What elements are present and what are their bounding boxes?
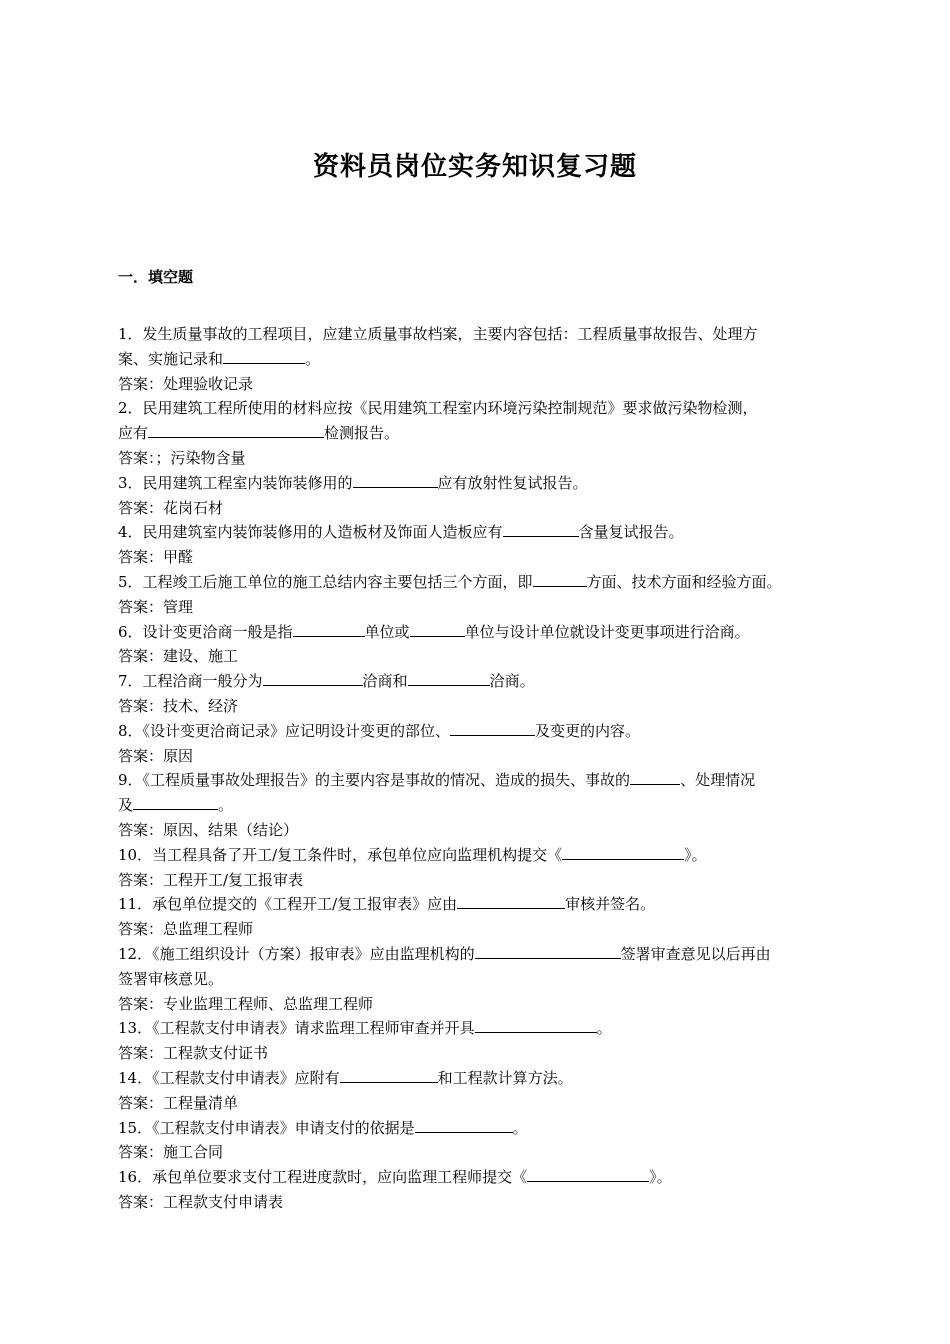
- text-segment: 6．设计变更洽商一般是指: [118, 622, 293, 641]
- text-segment: 。: [305, 349, 321, 368]
- section-heading: 一．填空题: [118, 268, 194, 286]
- question-line: [118, 421, 842, 446]
- question-line: [118, 843, 842, 868]
- text-segment: 答案：工程款支付证书: [118, 1044, 269, 1063]
- text-segment: 含量复试报告。: [578, 523, 684, 542]
- fill-blank: [562, 844, 684, 860]
- question-line: [118, 669, 842, 694]
- text-segment: 。: [596, 1019, 612, 1038]
- text-segment: 答案：建设、施工: [118, 647, 239, 666]
- text-segment: 答案：管理: [118, 597, 194, 616]
- fill-blank: [293, 621, 365, 637]
- question-line: [118, 322, 842, 347]
- question-line: [118, 942, 842, 967]
- text-segment: 答案：原因: [118, 746, 194, 765]
- text-segment: 14．《工程款支付申请表》应附有: [118, 1068, 340, 1087]
- fill-blank: [503, 521, 579, 537]
- text-segment: 应有: [118, 424, 149, 443]
- question-line: [118, 1066, 842, 1091]
- text-segment: 应有放射性复试报告。: [437, 473, 588, 492]
- text-segment: 答案：工程量清单: [118, 1093, 239, 1112]
- text-segment: 11．承包单位提交的《工程开工/复工报审表》应由: [118, 895, 458, 914]
- text-segment: 方面、技术方面和经验方面。: [586, 572, 782, 591]
- text-segment: 9．《工程质量事故处理报告》的主要内容是事故的情况、造成的损失、事故的: [118, 771, 631, 790]
- fill-blank: [148, 422, 324, 438]
- text-segment: 3．民用建筑工程室内装饰装修用的: [118, 473, 353, 492]
- fill-blank: [408, 670, 490, 686]
- text-segment: 单位或: [364, 622, 410, 641]
- text-segment: 答案：工程款支付申请表: [118, 1192, 284, 1211]
- question-line: [118, 1016, 842, 1041]
- fill-blank: [133, 794, 218, 810]
- text-segment: 7．工程洽商一般分为: [118, 672, 263, 691]
- text-segment: 检测报告。: [324, 424, 400, 443]
- question-line: [118, 620, 842, 645]
- question-line: [118, 768, 842, 793]
- text-segment: 1．发生质量事故的工程项目，应建立质量事故档案，主要内容包括：工程质量事故报告、处理方: [118, 325, 758, 343]
- fill-blank: [533, 571, 587, 587]
- text-segment: 15．《工程款支付申请表》申请支付的依据是: [118, 1118, 415, 1137]
- answer-line: [118, 1140, 842, 1165]
- fill-blank: [475, 943, 621, 959]
- answer-line: [118, 1091, 842, 1116]
- question-line: [118, 793, 842, 818]
- answer-line: [118, 545, 842, 570]
- answer-line: [118, 744, 842, 769]
- text-segment: 答案：处理验收记录: [118, 374, 254, 393]
- fill-blank: [457, 893, 565, 909]
- text-segment: 答案：花岗石材: [118, 498, 224, 517]
- text-segment: 洽商。: [489, 672, 535, 691]
- question-line: [118, 892, 842, 917]
- question-line: [118, 1116, 842, 1141]
- question-line: [118, 719, 842, 744]
- text-segment: 案、实施记录和: [118, 349, 224, 368]
- text-segment: 单位与设计单位就设计变更事项进行洽商。: [464, 622, 750, 641]
- question-line: [118, 471, 842, 496]
- question-line: [118, 396, 842, 421]
- text-segment: 答案：专业监理工程师、总监理工程师: [118, 994, 374, 1013]
- fill-blank: [353, 472, 438, 488]
- fill-blank: [223, 348, 305, 364]
- text-segment: 。: [512, 1118, 528, 1137]
- fill-blank: [415, 1117, 513, 1133]
- text-segment: 16．承包单位要求支付工程进度款时，应向监理工程师提交《: [118, 1168, 528, 1187]
- answer-line: [118, 992, 842, 1017]
- fill-blank: [263, 670, 363, 686]
- text-segment: 审核并签名。: [565, 895, 656, 914]
- question-list: [118, 322, 842, 1215]
- text-segment: 和工程款计算方法。: [437, 1068, 573, 1087]
- text-segment: 12．《施工组织设计（方案）报审表》应由监理机构的: [118, 944, 475, 963]
- answer-line: [118, 644, 842, 669]
- document-title: 资料员岗位实务知识复习题: [312, 152, 637, 182]
- question-line: [118, 347, 842, 372]
- answer-line: [118, 868, 842, 893]
- text-segment: 答案：工程开工/复工报审表: [118, 870, 304, 889]
- text-segment: 及: [118, 796, 134, 815]
- text-segment: 答案：；污染物含量: [118, 448, 246, 467]
- text-segment: 》。: [649, 1168, 672, 1187]
- answer-line: [118, 446, 842, 471]
- question-line: [118, 520, 842, 545]
- text-segment: 。: [218, 796, 234, 815]
- fill-blank: [527, 1166, 649, 1182]
- text-segment: 答案：总监理工程师: [118, 920, 254, 939]
- answer-line: [118, 1190, 842, 1215]
- text-segment: 洽商和: [362, 672, 408, 691]
- fill-blank: [450, 720, 535, 736]
- question-line: [118, 570, 842, 595]
- fill-blank: [340, 1067, 438, 1083]
- answer-line: [118, 917, 842, 942]
- text-segment: 5．工程竣工后施工单位的施工总结内容主要包括三个方面，即: [118, 572, 533, 591]
- text-segment: 13．《工程款支付申请表》请求监理工程师审查并开具: [118, 1019, 475, 1038]
- text-segment: 4．民用建筑室内装饰装修用的人造板材及饰面人造板应有: [118, 523, 503, 542]
- question-line: [118, 1165, 842, 1190]
- text-segment: 签署审查意见以后再由: [620, 944, 771, 963]
- fill-blank: [630, 769, 680, 785]
- text-segment: 及变更的内容。: [535, 721, 641, 740]
- answer-line: [118, 496, 842, 521]
- answer-line: [118, 1041, 842, 1066]
- fill-blank: [475, 1017, 597, 1033]
- text-segment: 答案：技术、经济: [118, 696, 239, 715]
- answer-line: [118, 818, 842, 843]
- text-segment: 、处理情况: [680, 771, 756, 790]
- text-segment: 》。: [684, 845, 707, 864]
- answer-line: [118, 595, 842, 620]
- text-segment: 10．当工程具备了开工/复工条件时，承包单位应向监理机构提交《: [118, 845, 563, 864]
- fill-blank: [410, 621, 465, 637]
- text-segment: 2．民用建筑工程所使用的材料应按《民用建筑工程室内环境污染控制规范》要求做污染物检测，: [118, 399, 758, 418]
- text-segment: 8．《设计变更洽商记录》应记明设计变更的部位、: [118, 721, 451, 740]
- text-segment: 答案：甲醛: [118, 548, 194, 567]
- question-line: [118, 967, 842, 992]
- answer-line: [118, 694, 842, 719]
- text-segment: 答案：原因、结果（结论）: [118, 820, 299, 839]
- text-segment: 签署审核意见。: [118, 969, 224, 988]
- answer-line: [118, 372, 842, 397]
- text-segment: 答案：施工合同: [118, 1143, 224, 1162]
